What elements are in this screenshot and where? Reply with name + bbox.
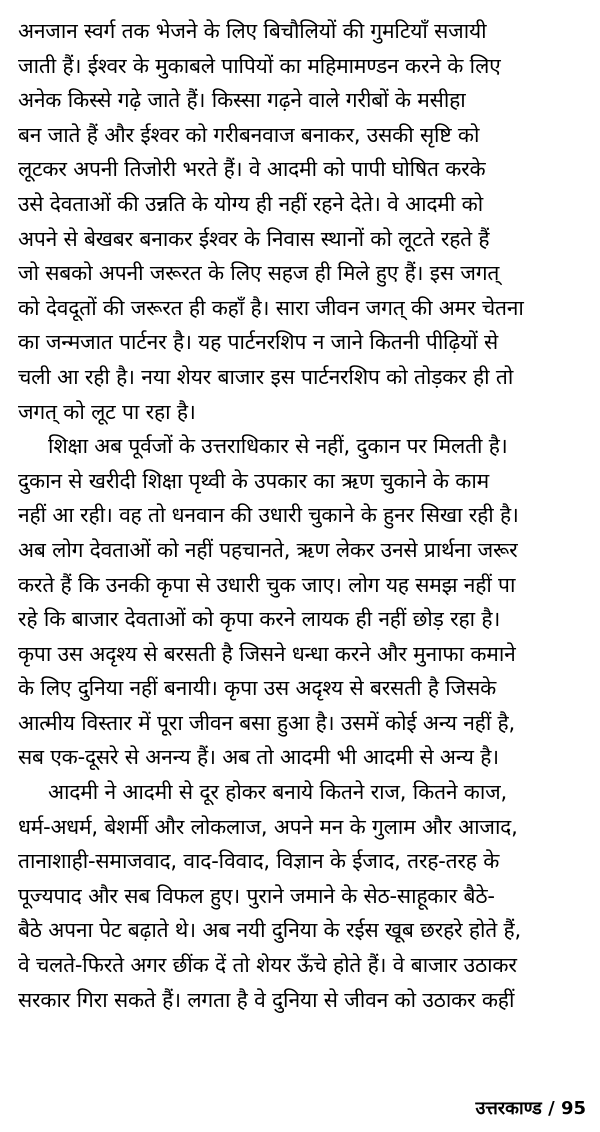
paragraph: [18, 14, 590, 429]
paragraph: [18, 429, 590, 775]
text-line: शिक्षा अब पूर्वजों के उत्तराधिकार से नहीं, दुकान पर मिलती है।: [48, 434, 508, 459]
text-line: करते हैं कि उनकी कृपा से उधारी चुक जाए। लोग यह समझ नहीं पा: [18, 572, 516, 597]
running-title: उत्तरकाण्ड: [475, 1098, 542, 1119]
text-line: जगत् को लूट पा रहा है।: [18, 399, 196, 424]
text-line: अनजान स्वर्ग तक भेजने के लिए बिचौलियों की गुमटियाँ सजायी: [18, 19, 487, 43]
text-line: बैठे अपना पेट बढ़ाते थे। अब नयी दुनिया के रईस खूब छरहरे होते हैं,: [18, 918, 521, 943]
footer-separator: /: [548, 1098, 555, 1119]
text-line: जाती हैं। ईश्वर के मुकाबले पापियों का महिमामण्डन करने के लिए: [18, 53, 501, 78]
text-line: अब लोग देवताओं को नहीं पहचानते, ऋण लेकर उनसे प्रार्थना जरूर: [18, 537, 518, 562]
text-line: वे चलते-फिरते अगर छींक दें तो शेयर ऊँचे होते हैं। वे बाजार उठाकर: [18, 953, 517, 978]
text-line: को देवदूतों की जरूरत ही कहाँ है। सारा जीवन जगत् की अमर चेतना: [18, 295, 524, 320]
text-line: जो सबको अपनी जरूरत के लिए सहज ही मिले हुए हैं। इस जगत्: [18, 261, 500, 286]
text-line: रहे कि बाजार देवताओं को कृपा करने लायक ही नहीं छोड़ रहा है।: [18, 607, 501, 632]
text-line: कृपा उस अदृश्य से बरसती है जिसने धन्धा करने और मुनाफा कमाने: [18, 641, 516, 666]
body-text: [18, 14, 590, 1017]
text-line: तानाशाही-समाजवाद, वाद-विवाद, विज्ञान के ईजाद, तरह-तरह के: [18, 849, 500, 874]
text-line: सब एक-दूसरे से अनन्य हैं। अब तो आदमी भी आदमी से अन्य है।: [18, 745, 499, 770]
text-line: पूज्यपाद और सब विफल हुए। पुराने जमाने के सेठ-साहूकार बैठे-: [18, 883, 495, 908]
page-footer: [475, 1096, 586, 1120]
page-number: 95: [560, 1098, 586, 1119]
paragraph: [18, 775, 590, 1017]
text-line: दुकान से खरीदी शिक्षा पृथ्वी के उपकार का ऋण चुकाने के काम: [18, 468, 489, 493]
text-line: अपने से बेखबर बनाकर ईश्वर के निवास स्थानों को लूटते रहते हैं: [18, 226, 490, 251]
text-line: उसे देवताओं की उन्नति के योग्य ही नहीं रहने देते। वे आदमी को: [18, 191, 483, 216]
text-line: धर्म-अधर्म, बेशर्मी और लोकलाज, अपने मन के गुलाम और आजाद,: [18, 814, 518, 839]
text-line: आत्मीय विस्तार में पूरा जीवन बसा हुआ है। उसमें कोई अन्य नहीं है,: [18, 710, 515, 735]
text-line: का जन्मजात पार्टनर है। यह पार्टनरशिप न जाने कितनी पीढ़ियों से: [18, 330, 499, 355]
text-line: बन जाते हैं और ईश्वर को गरीबनवाज बनाकर, उसकी सृष्टि को: [18, 122, 480, 147]
text-line: आदमी ने आदमी से दूर होकर बनाये कितने राज, कितने काज,: [48, 780, 508, 805]
text-line: चली आ रही है। नया शेयर बाजार इस पार्टनरशिप को तोड़कर ही तो: [18, 364, 514, 389]
text-line: अनेक किस्से गढ़े जाते हैं। किस्सा गढ़ने वाले गरीबों के मसीहा: [18, 88, 466, 113]
text-line: के लिए दुनिया नहीं बनायी। कृपा उस अदृश्य से बरसती है जिसके: [18, 676, 496, 701]
text-line: लूटकर अपनी तिजोरी भरते हैं। वे आदमी को पापी घोषित करके: [18, 157, 486, 182]
text-line: सरकार गिरा सकते हैं। लगता है वे दुनिया से जीवन को उठाकर कहीं: [18, 987, 515, 1012]
text-line: नहीं आ रही। वह तो धनवान की उधारी चुकाने के हुनर सिखा रही है।: [18, 503, 519, 528]
